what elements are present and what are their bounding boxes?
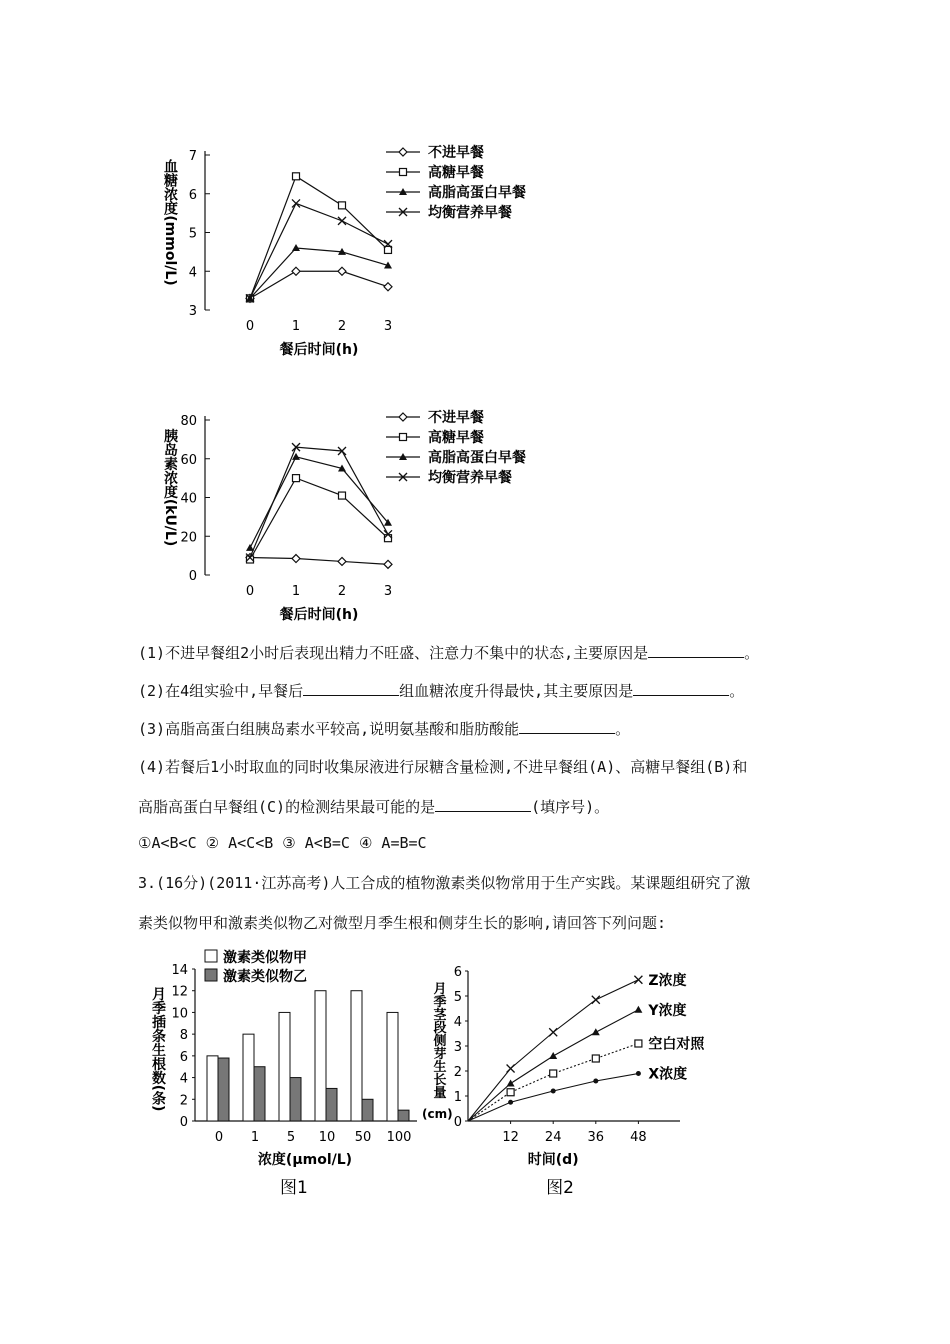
fig2-series-line <box>468 1074 638 1122</box>
fig1-caption: 图1 <box>280 1178 308 1198</box>
question-3 <box>138 718 630 739</box>
figure-2-line-chart <box>420 945 740 1205</box>
question-2-text-b: 组血糖浓度升得最快,其主要原因是 <box>399 682 634 700</box>
glucose-point <box>293 173 300 180</box>
fig2-point <box>507 1080 515 1087</box>
fig1-y-label: 月季插条生根数(条) <box>150 986 166 1112</box>
glucose-x-tick-label: 2 <box>337 319 347 334</box>
question-4-options <box>138 834 427 852</box>
glucose-y-tick-label: 7 <box>188 149 197 164</box>
question-4-text: (4)若餐后1小时取血的同时收集尿液进行尿糖含量检测,不进早餐组(A)、高糖早餐组(B)和 <box>138 758 748 776</box>
insulin-y-tick-label: 20 <box>180 530 197 546</box>
insulin-y-tick-label: 0 <box>188 569 197 584</box>
insulin-series-line <box>250 457 388 548</box>
insulin-x-tick-label: 3 <box>383 584 393 599</box>
glucose-legend-label: 高糖早餐 <box>428 165 484 181</box>
options-text: ①A<B<C ② A<C<B ③ A<B=C ④ A=B=C <box>138 834 427 852</box>
glucose-x-label: 餐后时间(h) <box>279 342 359 358</box>
fig1-bar <box>398 1110 409 1121</box>
question-1 <box>138 642 759 663</box>
fig2-y-tick-label: 2 <box>453 1065 462 1080</box>
fig1-legend-label: 激素类似物甲 <box>223 950 307 966</box>
question-1-text: (1)不进早餐组2小时后表现出精力不旺盛、注意力不集中的状态,主要原因是 <box>138 644 649 662</box>
insulin-series-line <box>250 558 388 565</box>
answer-blank[interactable] <box>648 643 744 658</box>
glucose-x-tick-label: 0 <box>245 319 255 334</box>
fig2-point <box>634 1006 642 1013</box>
fig1-y-tick-label: 2 <box>179 1093 188 1109</box>
glucose-y-label: 血糖浓度(mmol/L) <box>162 159 178 286</box>
fig2-point <box>592 1055 599 1062</box>
fig1-y-tick-label: 6 <box>179 1049 188 1065</box>
insulin-legend-marker <box>399 413 407 421</box>
fig1-x-tick-label: 10 <box>318 1130 336 1145</box>
fig2-y-tick-label: 5 <box>453 990 462 1005</box>
glucose-legend-label: 高脂高蛋白早餐 <box>428 185 526 201</box>
fig1-bar <box>326 1088 337 1121</box>
insulin-y-tick-label: 80 <box>180 414 197 429</box>
fig1-y-tick-label: 12 <box>171 984 188 1000</box>
glucose-point <box>338 217 346 225</box>
fig2-point <box>551 1089 556 1094</box>
problem-3-text: 3.(16分)(2011·江苏高考)人工合成的植物激素类似物常用于生产实践。某课题组研究了激 <box>138 874 751 892</box>
fig2-y-tick-label: 6 <box>453 965 462 980</box>
fig1-bar <box>243 1034 254 1121</box>
fig2-y-tick-label: 0 <box>453 1115 462 1130</box>
fig1-x-tick-label: 5 <box>286 1130 296 1145</box>
fig1-y-tick-label: 4 <box>179 1071 188 1087</box>
fig2-series-label: X浓度 <box>648 1066 688 1083</box>
fig2-y-label: 月季茎段侧芽生长量 <box>430 981 446 1099</box>
fig2-point <box>635 1040 642 1047</box>
glucose-point <box>292 244 300 251</box>
glucose-series-line <box>250 203 388 298</box>
glucose-y-tick-label: 5 <box>188 226 197 242</box>
blood-glucose-chart <box>150 130 570 360</box>
fig1-bar <box>279 1012 290 1121</box>
question-4-line-1 <box>138 756 747 777</box>
fig2-x-label: 时间(d) <box>527 1152 579 1168</box>
question-3-end: 。 <box>615 720 631 738</box>
insulin-legend-label: 不进早餐 <box>428 410 484 426</box>
question-2 <box>138 680 744 701</box>
fig2-series-line <box>468 980 638 1121</box>
insulin-point <box>338 557 346 565</box>
insulin-point <box>339 492 346 499</box>
fig2-series-label: Z浓度 <box>648 972 687 989</box>
fig1-bar <box>387 1012 398 1121</box>
fig1-bar <box>362 1099 373 1121</box>
fig1-bar <box>351 991 362 1121</box>
glucose-point <box>292 267 300 275</box>
fig1-y-tick-label: 10 <box>171 1006 188 1022</box>
insulin-point <box>292 555 300 563</box>
fig2-point <box>549 1028 557 1036</box>
insulin-y-label: 胰岛素浓度(kU/L) <box>162 428 178 547</box>
fig2-point <box>634 976 642 984</box>
insulin-x-tick-label: 2 <box>337 584 347 599</box>
fig1-x-tick-label: 100 <box>386 1130 412 1145</box>
glucose-y-tick-label: 3 <box>188 304 197 319</box>
glucose-point <box>338 267 346 275</box>
glucose-point <box>339 202 346 209</box>
insulin-chart <box>150 395 570 625</box>
fig2-point <box>507 1089 514 1096</box>
answer-blank[interactable] <box>519 719 615 734</box>
question-4-end: (填序号)。 <box>531 798 610 816</box>
insulin-y-tick-label: 60 <box>180 452 197 468</box>
fig1-y-tick-label: 8 <box>179 1028 188 1044</box>
fig2-point <box>507 1065 515 1073</box>
fig2-y-unit: (cm) <box>422 1107 453 1121</box>
fig2-y-tick-label: 4 <box>453 1015 462 1030</box>
fig2-series-label: Y浓度 <box>648 1002 687 1019</box>
fig1-legend-swatch <box>205 950 217 962</box>
fig1-bar <box>254 1067 265 1121</box>
fig2-point <box>593 1079 598 1084</box>
insulin-point <box>293 475 300 482</box>
fig2-series-line <box>468 1010 638 1121</box>
problem-3-line-2 <box>138 912 666 933</box>
figure-1-bar-chart <box>140 945 420 1205</box>
fig1-y-tick-label: 0 <box>179 1115 188 1130</box>
insulin-point <box>384 560 392 568</box>
insulin-y-tick-label: 40 <box>180 491 197 507</box>
fig1-x-tick-label: 0 <box>214 1130 224 1145</box>
problem-3-text-b: 素类似物甲和激素类似物乙对微型月季生根和侧芽生长的影响,请回答下列问题: <box>138 914 667 932</box>
fig2-x-tick-label: 12 <box>502 1130 519 1145</box>
fig1-y-tick-label: 14 <box>171 963 188 978</box>
fig1-bar <box>315 991 326 1121</box>
fig1-bar <box>290 1078 301 1121</box>
answer-blank[interactable] <box>435 797 531 812</box>
insulin-legend-label: 高脂高蛋白早餐 <box>428 450 526 466</box>
fig2-point <box>592 1028 600 1035</box>
fig2-x-tick-label: 36 <box>587 1130 605 1145</box>
fig2-point <box>508 1100 513 1105</box>
insulin-x-label: 餐后时间(h) <box>279 607 359 623</box>
fig2-x-tick-label: 48 <box>630 1130 647 1145</box>
glucose-x-tick-label: 3 <box>383 319 393 334</box>
fig2-x-tick-label: 24 <box>544 1130 562 1145</box>
glucose-legend-label: 均衡营养早餐 <box>428 205 512 221</box>
problem-3-line-1 <box>138 872 750 893</box>
glucose-y-tick-label: 4 <box>188 265 197 281</box>
glucose-point <box>384 283 392 291</box>
insulin-legend-label: 均衡营养早餐 <box>428 470 512 486</box>
question-1-end: 。 <box>744 644 760 662</box>
fig1-x-tick-label: 1 <box>250 1130 260 1145</box>
fig2-point <box>550 1070 557 1077</box>
insulin-series-line <box>250 447 388 557</box>
glucose-x-tick-label: 1 <box>291 319 301 334</box>
insulin-x-tick-label: 0 <box>245 584 255 599</box>
answer-blank[interactable] <box>633 681 729 696</box>
question-2-end: 。 <box>729 682 745 700</box>
fig2-point <box>636 1071 641 1076</box>
insulin-point <box>385 535 392 542</box>
fig2-point <box>592 996 600 1004</box>
insulin-x-tick-label: 1 <box>291 584 301 599</box>
fig2-caption: 图2 <box>546 1178 574 1198</box>
fig1-bar <box>207 1056 218 1121</box>
answer-blank[interactable] <box>303 681 399 696</box>
question-3-text: (3)高脂高蛋白组胰岛素水平较高,说明氨基酸和脂肪酸能 <box>138 720 520 738</box>
question-2-text-a: (2)在4组实验中,早餐后 <box>138 682 304 700</box>
fig1-legend-swatch <box>205 969 217 981</box>
fig1-legend-label: 激素类似物乙 <box>223 969 307 985</box>
question-4-line-2 <box>138 796 609 817</box>
glucose-y-tick-label: 6 <box>188 187 197 203</box>
fig2-y-tick-label: 1 <box>453 1090 462 1105</box>
glucose-legend-marker <box>399 148 407 156</box>
glucose-legend-label: 不进早餐 <box>428 145 484 161</box>
fig1-bar <box>218 1058 229 1121</box>
question-4-text-b: 高脂高蛋白早餐组(C)的检测结果最可能的是 <box>138 798 436 816</box>
fig2-series-label: 空白对照 <box>648 1036 705 1053</box>
fig1-x-label: 浓度(μmol/L) <box>257 1152 353 1168</box>
fig2-point <box>549 1052 557 1059</box>
fig2-y-tick-label: 3 <box>453 1040 462 1055</box>
insulin-series-line <box>250 478 388 559</box>
glucose-point <box>292 199 300 207</box>
fig1-x-tick-label: 50 <box>354 1130 372 1145</box>
insulin-legend-label: 高糖早餐 <box>428 430 484 446</box>
insulin-legend-marker <box>400 434 407 441</box>
glucose-legend-marker <box>400 169 407 176</box>
